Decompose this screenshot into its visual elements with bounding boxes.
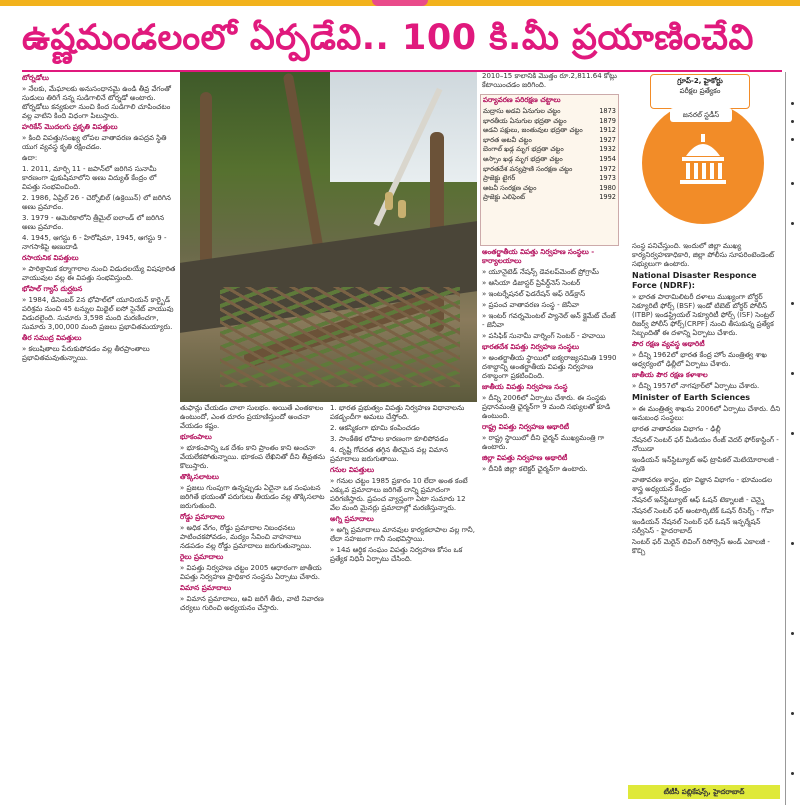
paragraph: » అగ్ని ప్రమాదాలు మానవుల కార్యకలాపాల వల్ల గానీ, లేదా సహజంగా గానీ సంభవిస్తాయి.	[330, 526, 475, 543]
list-item: ఇండియన్‌ నేషనల్‌ సెంటర్‌ ఫర్‌ ఓషన్‌ ఇన్ఫర్మేషన్‌ సర్వీసెస్‌ - హైదరాబాద్‌	[632, 518, 761, 535]
table-row	[481, 165, 618, 175]
table-row	[481, 193, 618, 203]
article-column-1	[22, 74, 176, 799]
subheading: రోడ్డు ప్రమాదాలు	[180, 513, 225, 521]
law-name-cell: అడవి పక్షులు, జంతువుల భద్రతా చట్టం	[483, 126, 583, 135]
badge-tag: జనరల్‌ స్టడీస్‌	[670, 108, 732, 122]
table-row	[481, 145, 618, 155]
subheading: తీర సముద్ర విపత్తులు	[22, 334, 82, 342]
law-name-cell: ప్రాజెక్టు ఎలిఫెంట్‌	[483, 193, 526, 202]
environment-laws-table	[480, 94, 619, 246]
law-name-cell: బెంగాల్‌ ఖడ్గ మృగ భద్రతా చట్టం	[483, 145, 564, 154]
paragraph: » నేలకు, మేఘాలకు అనుసంధానమై ఉండి తీవ్ర వేగంతో సుడులు తిరిగే సన్న సుడిగాలినే టోర్నడో అంటారు. టోర్నడోలు కన్యకులా నుంచి కింద సుడిగాలి చూపించటం వల్ల వాటిని కింది విధంగా పిలుస్తారు.	[22, 85, 171, 120]
paragraph: » ప్రజలు గుంపుగా ఉన్నప్పుడు ఏదైనా ఒక సంఘటన జరిగితే భయంతో పరుగులు తీయడం వల్ల తొక్కిసలాట జరుగుతుంది.	[180, 484, 325, 510]
table-caption: పర్యావరణ పరిరక్షణ చట్టాలు	[483, 96, 561, 104]
paragraph: 3. సాంకేతిక లోపాల కారణంగా కూలిపోవడం	[330, 435, 449, 443]
list-item: » యూనైటెడ్‌ నేషన్స్‌ డెవలప్‌మెంట్‌ ప్రోగ్రామ్‌	[482, 268, 599, 276]
table-row	[481, 126, 618, 136]
bullet-dot	[791, 432, 794, 435]
subheading: National Disaster Responce Force (NDRF):	[632, 271, 757, 290]
table-row	[481, 107, 618, 117]
list-item: సెంటర్‌ ఫర్‌ మెరైన్‌ లివింగ్‌ రిసోర్సెస్‌ అండ్‌ ఎకాలజీ - కొచ్చి	[632, 538, 770, 555]
bullet-dot	[791, 138, 794, 141]
top-color-bar	[0, 0, 800, 6]
bullet-dot	[791, 542, 794, 545]
paragraph: 1. 2011, మార్చి 11 - జపాన్‌లో జరిగిన సునామీ కారణంగా ఫుకుషిమాలోని అణు విద్యుత్‌ కేంద్రం లో విపత్తు సంభవించింది.	[22, 165, 157, 191]
exam-badge	[620, 72, 800, 240]
bullet-dot	[791, 302, 794, 305]
paragraph: 3. 1979 - అమెరికాలోని త్రీమైల్‌ ఐలాండ్‌ లో జరిగిన అణు ప్రమాదం.	[22, 214, 165, 231]
photo-tree-trunk	[283, 73, 328, 272]
badge-label	[650, 74, 750, 109]
paragraph: » భూకంపాన్ని ఒక దేశం కాని ప్రాంతం కాని అంచనా వేయలేకపోతున్నాయి. భూకంప లేఖినితో దీని తీవ్రతను కొలుస్తారు.	[180, 444, 325, 470]
subheading: భూకంపాలు	[180, 433, 212, 441]
subheading: అగ్ని ప్రమాదాలు	[330, 515, 374, 523]
top-bar-notch	[372, 0, 428, 6]
law-name-cell: మద్రాసు అడవి ఏనుగుల చట్టం	[483, 107, 561, 115]
law-name-cell: భారతీయ ఏనుగుల భద్రతా చట్టం	[483, 116, 567, 125]
storm-damage-photo	[180, 72, 477, 402]
paragraph: » గనుల చట్టం 1985 ప్రకారం 10 లేదా అంత కంటే ఎక్కువ ప్రమాదాలు జరిగితే దాన్ని ప్రమాదంగా పరిగణిస్తారు. ప్రపంచ వ్యాప్తంగా ఏటా సుమారు 12 వేల మంది మైనర్లు ప్రమాదాల్లో మరణిస్తున్నారు.	[330, 477, 468, 512]
subheading: భోపాల్‌ గ్యాస్‌ దుర్ఘటన	[22, 285, 83, 293]
article-column-2	[180, 404, 326, 799]
paragraph: 2. 1986, ఏప్రిల్‌ 26 - చెర్నోబిల్‌ (ఉక్రెయిన్‌) లో జరిగిన అణు ప్రమాదం.	[22, 194, 171, 211]
law-name-cell: ప్రాజెక్టు టైగర్‌	[483, 174, 516, 183]
article-column-3	[330, 404, 477, 799]
bullet-dot	[791, 182, 794, 185]
subheading: జాతీయ పౌర రక్షణ కళాశాల	[632, 371, 708, 379]
law-year-cell: 1954	[599, 154, 616, 163]
list-item: నేషనల్‌ ఇన్‌స్టిట్యూట్‌ ఆఫ్‌ ఓషన్‌ టెక్నాలజీ - చెన్నై	[632, 496, 765, 504]
paragraph: » దీన్ని 2006లో ఏర్పాటు చేశారు. ఈ సంస్థకు ప్రధానమంత్రి ఛైర్మన్‌గా 9 మంది సభ్యులతో కూడి ఉంటుంది.	[482, 394, 611, 420]
subheading: హరికేన్‌ మొదలగు ప్రకృతి విపత్తులు	[22, 123, 118, 131]
subheading: రసాయనిక విపత్తులు	[22, 254, 79, 262]
paragraph: » అంతర్జాతీయ స్థాయిలో ఐక్యరాజ్యసమితి 1990 దశాబ్దాన్ని అంతర్జాతీయ విపత్తు నిర్వహణ దశాబ్దంగా ప్రకటించింది.	[482, 354, 617, 380]
table-row	[481, 174, 618, 184]
subheading: Minister of Earth Sciences	[632, 393, 751, 402]
laws-table	[481, 107, 618, 203]
paragraph: 1. భారత ప్రభుత్వం విపత్తు నిర్వహణ విధానాలను పకడ్బందీగా అమలు చేస్తోంది.	[330, 404, 465, 421]
paragraph: ఉదా:	[22, 154, 38, 162]
law-year-cell: 1973	[599, 174, 616, 183]
adjacent-page-edge	[785, 72, 800, 805]
law-year-cell: 1932	[599, 145, 616, 154]
table-row	[481, 155, 618, 165]
bullet-dot	[791, 772, 794, 775]
paragraph: సంస్థ పనిచేస్తుంది. ఇందులో జిల్లా ముఖ్య కార్యనిర్వహణాధికారి, జిల్లా పోలీసు సూపరింటెండెంట్‌ సభ్యులుగా ఉంటారు.	[632, 242, 775, 268]
subheading: జాతీయ విపత్తు నిర్వహణ సంస్థ	[482, 383, 568, 391]
subheading: జిల్లా విపత్తు నిర్వహణ అథారిటీ	[482, 454, 568, 462]
list-item: ఇండియన్‌ ఇన్‌స్టిట్యూట్‌ ఆఫ్‌ ట్రాపికల్‌ మెటియోరాలజీ - పుణె	[632, 456, 779, 473]
law-year-cell: 1972	[599, 164, 616, 173]
building-dome-icon	[672, 128, 734, 190]
paragraph: తుఫాన్లు చేయడం చాలా సులభం. అయితే ఎంతకాలం ఉంటుందో, ఎంత దూరం ప్రయాణిస్తుందో అంచనా వేయడం కష్టం.	[180, 404, 324, 430]
paragraph: » దీన్ని 1957లో నాగపూర్‌లో ఏర్పాటు చేశారు.	[632, 382, 760, 390]
law-year-cell: 1879	[599, 116, 616, 125]
paragraph: » విపత్తు నిర్వహణ చట్టం 2005 ఆధారంగా జాతీయ విపత్తు నిర్వహణ ప్రాధికార సంస్థను ఏర్పాటు చేశారు.	[180, 564, 322, 581]
article-column-5	[632, 242, 782, 782]
photo-worker	[385, 192, 393, 210]
list-item: » ప్రపంచ వాతావరణ సంస్థ - జెనీవా	[482, 301, 580, 309]
bullet-dot	[791, 372, 794, 375]
bullet-dot	[791, 632, 794, 635]
list-item: » ఇంటర్నేషనల్‌ ఫెడరేషన్‌ ఆఫ్‌ రెడ్‌క్రాస్‌	[482, 290, 586, 298]
paragraph: 2010–15 కాలానికి మొత్తం రూ.2,811.64 కోట్లు కేటాయించడం జరిగింది.	[482, 72, 617, 89]
paragraph: » దీన్ని 1962లో భారత కేంద్ర హోం మంత్రిత్వ శాఖ ఆధ్వర్యంలో ఢిల్లీలో ఏర్పాటు చేశారు.	[632, 351, 767, 368]
publisher-credit: టీటీసీ పబ్లికేషన్స్‌, హైదరాబాద్‌	[628, 785, 780, 799]
table-row	[481, 117, 618, 127]
paragraph: » కలుషితాలు పేరుకుపోవడం వల్ల తీరప్రాంతాలు ప్రభావితమవుతున్నాయి.	[22, 345, 150, 362]
subheading: టోర్నడోలు	[22, 74, 49, 82]
law-year-cell: 1927	[599, 135, 616, 144]
page-headline: ఉష్ణమండలంలో ఏర్పడేవి.. 100 కి.మీ ప్రయాణించేవి	[22, 18, 754, 58]
photo-debris	[220, 287, 460, 387]
law-name-cell: భారతదేశ వన్యప్రాణి సంరక్షణ చట్టం	[483, 164, 573, 173]
paragraph: » అధిక వేగం, రోడ్డు ప్రమాదాల నిబంధనలు పాటించకపోవడం, మద్యం సేవించి వాహనాలు నడపడం వల్ల రోడ్డు ప్రమాదాలు జరుగుతున్నాయి.	[180, 524, 312, 550]
paragraph: » 1984, డిసెంబర్‌ 2న భోపాల్‌లో యూనియన్‌ కార్బైడ్‌ పరిశ్రమ నుంచి 45 టన్నుల మిథైల్‌ ఐసో సైనేట్‌ వాయువు విడుదలైంది. సుమారు 3,598 మంది మరణించగా, సుమారు 3,00,000 మంది ప్రజలు ప్రభావితమయ్యారు.	[22, 296, 174, 331]
paragraph: 4. దృష్టి గోచరత తగ్గిన తీరమైన వల్ల విమాన ప్రమాదాలు జరుగుతాయి.	[330, 446, 449, 463]
bullet-dot	[791, 120, 794, 123]
table-row	[481, 136, 618, 146]
paragraph: 4. 1945, ఆగస్టు 6 - హిరోషిమా, 1945, ఆగస్టు 9 - నాగసాకిపై అణుదాడి	[22, 234, 167, 251]
table-row	[481, 184, 618, 194]
law-year-cell: 1992	[599, 193, 616, 202]
list-item: భారత వాతావరణ విభాగం - ఢిల్లీ	[632, 425, 721, 433]
subheading: రాష్ట్ర విపత్తు నిర్వహణ అథారిటీ	[482, 423, 570, 431]
bullet-dot	[791, 712, 794, 715]
badge-line-1: గ్రూప్‌-2, హైకోర్టు	[677, 77, 723, 85]
law-name-cell: అటవీ సంరక్షణ చట్టం	[483, 183, 537, 192]
law-year-cell: 1912	[599, 126, 616, 135]
law-name-cell: అస్సాం ఖడ్గ మృగ భద్రతా చట్టం	[483, 154, 563, 163]
photo-worker	[398, 200, 406, 218]
law-year-cell: 1980	[599, 183, 616, 192]
paragraph: » పారిశ్రామిక కర్మాగారాల నుంచి విడుదలయ్యే విషపూరిత వాయువుల వల్ల ఈ విపత్తు సంభవిస్తుంది.	[22, 265, 176, 282]
subheading: పౌర రక్షణ వ్యవస్థ అథారిటీ	[632, 340, 705, 348]
paragraph: » దీనికి జిల్లా కలెక్టర్‌ ఛైర్మన్‌గా ఉంటారు.	[482, 465, 588, 473]
paragraph: » రాష్ట్ర స్థాయిలో దీని ఛైర్మన్‌ ముఖ్యమంత్రి గా ఉంటారు.	[482, 434, 605, 451]
article-column-4-top	[482, 72, 617, 92]
list-item: నేషనల్‌ సెంటర్‌ ఫర్‌ అంటార్కిటిక్‌ ఓషన్‌ రీసెర్చ్‌ - గోవా	[632, 507, 774, 515]
subheading: భారతదేశ విపత్తు నిర్వహణ సంస్థలు	[482, 343, 580, 351]
bullet-dot	[791, 102, 794, 105]
list-item: వాతావరణ శాస్త్రం, భూ విజ్ఞాన విభాగం - భూమండల శాస్త్ర అధ్యయన కేంద్రం	[632, 476, 773, 493]
article-column-4	[482, 248, 617, 799]
list-item: » ఆసియా డిజాస్టర్‌ ప్రిపేర్డ్‌నెస్‌ సెంటర్‌	[482, 279, 581, 287]
law-name-cell: భారత అటవీ చట్టం	[483, 135, 532, 144]
paragraph: » కింది విపత్తు/సంఖ్య లోపల వాతావరణ ఉపద్రవ స్థితి యుగ వ్యవస్థ కృతి రక్షించడం.	[22, 134, 167, 151]
paragraph: » భారత పారామిలిటరీ దళాలు ముఖ్యంగా బోర్డర్‌ సెక్యూరిటీ ఫోర్స్‌ (BSF) ఇండో టిబెట్‌ బోర్డర్‌ పోలీస్‌ (ITBP) ఇండస్ట్రియల్‌ సెక్యూరిటీ ఫోర్స్‌ (ISF) సెంట్రల్‌ రిజర్వ్‌ పోలీస్‌ ఫోర్స్‌(CRPF) నుంచి తీసుకున్న ప్రత్యేక సిబ్బందితో ఈ దళాన్ని ఏర్పాటు చేశారు.	[632, 293, 775, 337]
paragraph: » 14వ ఆర్థిక సంఘం విపత్తు నిర్వహణ కోసం ఒక ప్రత్యేక నిధిని ఏర్పాటు చేసింది.	[330, 546, 463, 563]
law-year-cell: 1873	[599, 107, 616, 115]
paragraph: » విమాన ప్రమాదాలు, అవి జరిగే తీరు, వాటి నివారణ చర్యలు గురించి అధ్యయనం చేస్తారు.	[180, 595, 324, 612]
bullet-dot	[791, 222, 794, 225]
subheading: విమాన ప్రమాదాలు	[180, 584, 232, 592]
paragraph: » ఈ మంత్రిత్వ శాఖను 2006లో ఏర్పాటు చేశారు. దీని అనుబంధ సంస్థలు:	[632, 405, 781, 422]
subheading: అంతర్జాతీయ విపత్తు నిర్వహణ సంస్థలు - కార్యాలయాలు	[482, 248, 595, 265]
list-item: » పసిఫిక్‌ సునామీ వార్నింగ్‌ సెంటర్‌ - హవాయి	[482, 332, 606, 340]
badge-line-2: పరీక్షల ప్రత్యేకం	[679, 87, 721, 95]
list-item: నేషనల్‌ సెంటర్‌ ఫర్‌ మీడియం రేంజ్‌ వెదర్‌ ఫోర్‌కాస్టింగ్‌ - నోయిడా	[632, 436, 779, 453]
subheading: తొక్కిసలాటలు	[180, 473, 219, 481]
paragraph: 2. ఆకస్మికంగా భూమి కంపించడం	[330, 424, 420, 432]
subheading: గనుల విపత్తులు	[330, 466, 375, 474]
subheading: రైలు ప్రమాదాలు	[180, 553, 224, 561]
list-item: » ఇంటర్‌ గవర్నమెంటల్‌ ప్యానెల్‌ ఆన్‌ క్లైమేట్‌ చేంజ్‌ - జెనీవా	[482, 312, 616, 329]
